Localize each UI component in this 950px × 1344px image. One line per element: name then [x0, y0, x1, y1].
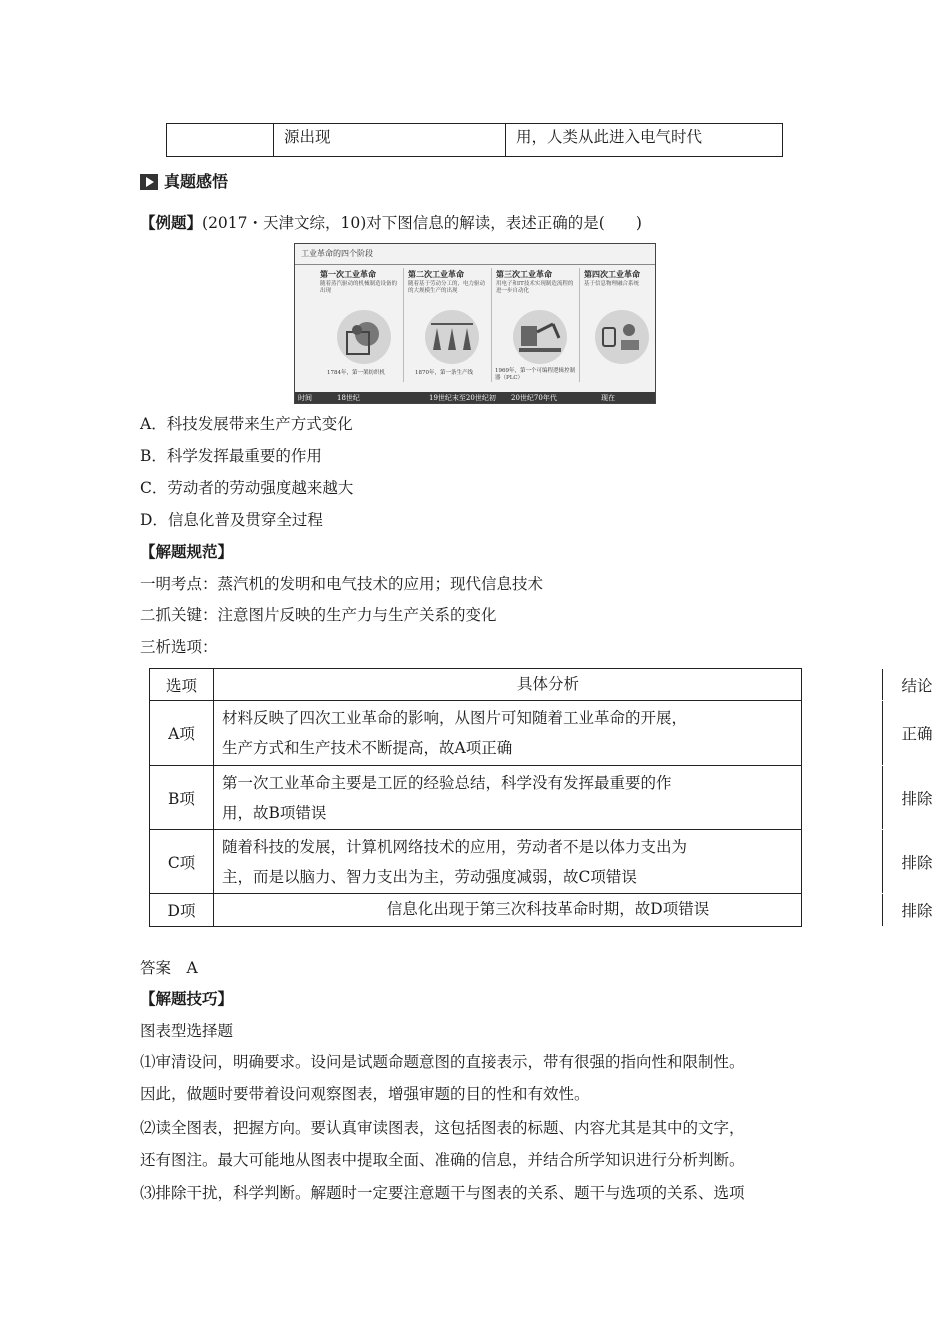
stage-title: 第二次工业革命: [408, 269, 464, 279]
table-cell-result: 排除: [901, 789, 933, 808]
timeline-bar: [295, 392, 655, 403]
solution-norm-heading: 【解题规范】: [140, 542, 234, 561]
analysis-table: [149, 668, 933, 927]
figure-title: 工业革命的四个阶段: [301, 249, 373, 258]
table-row: [150, 830, 933, 894]
table-header-row: [150, 669, 933, 701]
timeline-label: 19世纪末至20世纪初: [429, 394, 496, 402]
table-cell-option: B项: [150, 766, 214, 829]
assembly-line-illustration-icon: [425, 310, 479, 364]
timeline-label: 18世纪: [337, 394, 360, 402]
option-d: D．信息化普及贯穿全过程: [140, 511, 323, 529]
table-cell: 用，人类从此进入电气时代: [516, 128, 703, 146]
table-cell-analysis: 随着科技的发展，计算机网络技术的应用，劳动者不是以体力支出为 主，而是以脑力、智力支出为主，劳动强度减弱，故C项错误: [214, 830, 883, 893]
option-b: B．科学发挥最重要的作用: [140, 447, 322, 465]
example-tag: 【例题】: [140, 213, 203, 232]
table-header: 选项: [150, 669, 214, 700]
stage-title: 第四次工业革命: [584, 269, 640, 279]
stage-caption: 1784年，第一架纺织机: [327, 370, 385, 376]
technique-subtitle: 图表型选择题: [140, 1022, 234, 1040]
table-cell-option: A项: [150, 701, 214, 765]
technique-line: 还有图注。最大可能地从图表中提取全面、准确的信息，并结合所学知识进行分析判断。: [140, 1151, 745, 1169]
table-row: [150, 701, 933, 766]
connected-devices-illustration-icon: [595, 310, 649, 364]
technique-line: ⑵读全图表，把握方向。要认真审读图表，这包括图表的标题、内容尤其是其中的文字，: [140, 1119, 745, 1137]
table-cell-result: 正确: [901, 725, 933, 743]
stage-desc: 随着基于劳动分工的，电力驱动的大规模生产的出现: [408, 281, 486, 294]
table-cell-result: 排除: [901, 853, 933, 872]
option-c: C．劳动者的劳动强度越来越大: [140, 479, 354, 497]
table-cell-result: 排除: [901, 902, 933, 920]
table-cell-option: D项: [150, 894, 214, 926]
stage-panel: [317, 268, 401, 396]
table-row: [150, 894, 933, 926]
table-cell-analysis: 第一次工业革命主要是工匠的经验总结，科学没有发挥最重要的作 用，故B项错误: [214, 766, 883, 829]
continued-table: [166, 123, 783, 157]
technique-line: 因此，做题时要带着设问观察图表，增强审题的目的性和有效性。: [140, 1085, 590, 1103]
table-row: [150, 766, 933, 830]
timeline-label: 时间: [298, 394, 312, 402]
solution-step: 二抓关键：注意图片反映的生产力与生产关系的变化: [140, 606, 497, 624]
stage-panel: [405, 268, 489, 396]
table-cell-empty: [167, 124, 274, 156]
stage-title: 第三次工业革命: [496, 269, 552, 279]
stage-panel: [493, 268, 577, 396]
stage-panel: [581, 268, 656, 396]
stage-caption: 1870年，第一条生产线: [415, 370, 473, 376]
solution-step: 三析选项：: [140, 638, 218, 656]
timeline-label: 20世纪70年代: [511, 394, 557, 402]
table-cell-option: C项: [150, 830, 214, 893]
example-question: [140, 212, 642, 234]
stage-caption: 1969年，第一个可编程逻辑控制器（PLC）: [495, 368, 575, 381]
robot-arm-illustration-icon: [513, 310, 567, 364]
table-cell-analysis: 信息化出现于第三次科技革命时期，故D项错误: [214, 894, 883, 926]
stage-desc: 基于信息物理融合系统: [584, 281, 640, 287]
answer: 答案 A: [140, 959, 198, 977]
stage-title: 第一次工业革命: [320, 269, 376, 279]
technique-heading: 【解题技巧】: [140, 989, 234, 1008]
stage-desc: 随着蒸汽驱动的机械制造设备的出现: [320, 281, 398, 294]
stage-desc: 用电子和IT技术实现制造流程的进一步自动化: [496, 281, 574, 294]
table-cell-analysis: 材料反映了四次工业革命的影响，从图片可知随着工业革命的开展， 生产方式和生产技术不断提高，故A项正确: [214, 701, 883, 765]
option-a: A．科技发展带来生产方式变化: [140, 415, 353, 433]
table-header: 具体分析: [214, 669, 883, 700]
example-text: (2017・天津文综，10)对下图信息的解读，表述正确的是( ): [202, 214, 642, 232]
play-triangle-icon: [140, 174, 158, 190]
table-header: 结论: [901, 676, 933, 695]
solution-step: 一明考点：蒸汽机的发明和电气技术的应用；现代信息技术: [140, 575, 544, 593]
technique-line: ⑶排除干扰，科学判断。解题时一定要注意题干与图表的关系、题干与选项的关系、选项: [140, 1184, 745, 1202]
technique-line: ⑴审清设问，明确要求。设问是试题命题意图的直接表示，带有很强的指向性和限制性。: [140, 1053, 745, 1071]
section-heading: 真题感悟: [164, 172, 229, 191]
timeline-label: 现在: [601, 394, 615, 402]
loom-illustration-icon: [337, 310, 391, 364]
table-cell: 源出现: [274, 124, 506, 156]
industrial-revolution-figure: [294, 243, 656, 404]
